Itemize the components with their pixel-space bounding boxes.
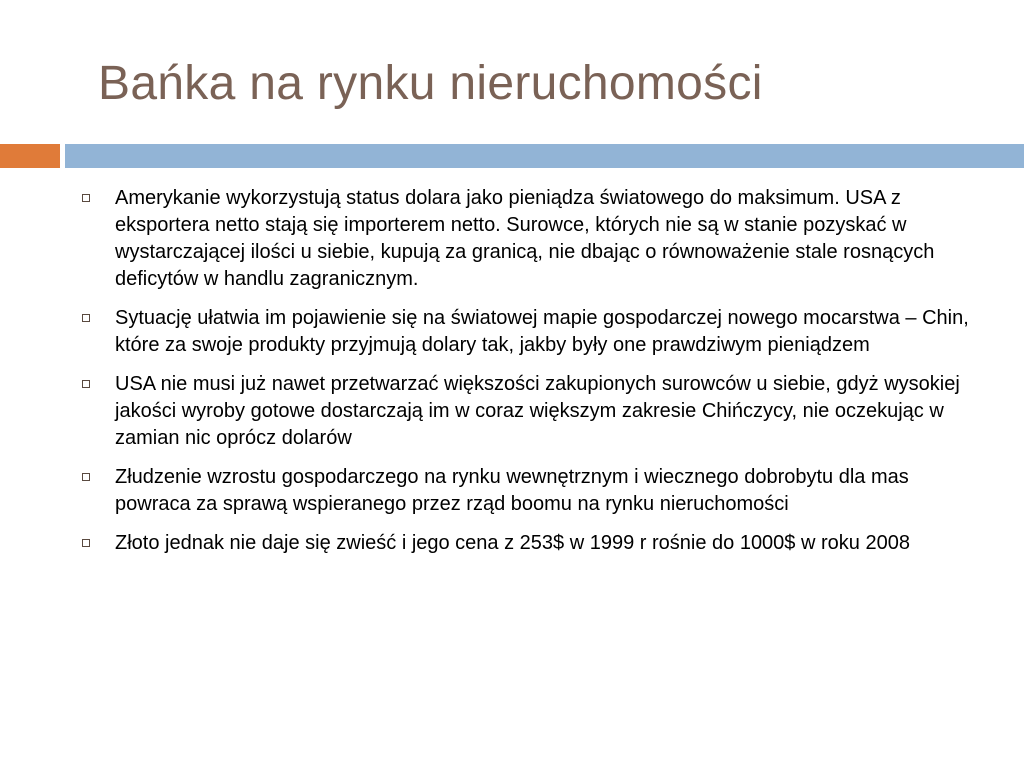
hollow-square-icon <box>82 539 90 547</box>
bullet-item <box>78 530 988 557</box>
bullet-text: Sytuację ułatwia im pojawienie się na światowej mapie gospodarczej nowego mocarstwa – Chin, które za swoje produkty przyjmują dolary tak, jakby były one prawdziwym pieniądzem <box>115 307 969 356</box>
hollow-square-icon <box>82 194 90 202</box>
bullet-text: Złoto jednak nie daje się zwieść i jego cena z 253$ w 1999 r rośnie do 1000$ w roku 2008 <box>115 532 910 554</box>
bullet-list <box>78 185 988 569</box>
bullet-item <box>78 185 988 293</box>
bullet-text: USA nie musi już nawet przetwarzać większości zakupionych surowców u siebie, gdyż wysokiej jakości wyroby gotowe dostarczają im w coraz większym zakresie Chińczycy, nie oczekując w zamian nic oprócz dolarów <box>115 373 960 449</box>
hollow-square-icon <box>82 380 90 388</box>
hollow-square-icon <box>82 473 90 481</box>
header-band <box>65 144 1024 168</box>
hollow-square-icon <box>82 314 90 322</box>
bullet-item <box>78 371 988 452</box>
bullet-item <box>78 305 988 359</box>
bullet-item <box>78 464 988 518</box>
accent-band <box>0 144 60 168</box>
slide-title: Bańka na rynku nieruchomości <box>98 57 763 110</box>
bullet-text: Złudzenie wzrostu gospodarczego na rynku wewnętrznym i wiecznego dobrobytu dla mas powraca za sprawą wspieranego przez rząd boomu na rynku nieruchomości <box>115 466 909 515</box>
bullet-text: Amerykanie wykorzystują status dolara jako pieniądza światowego do maksimum. USA z eksportera netto stają się importerem netto. Surowce, których nie są w stanie pozyskać w wystarczającej ilości u siebie, kupują za granicą, nie dbając o równoważenie stale rosnących deficytów w handlu zagranicznym. <box>115 187 935 290</box>
